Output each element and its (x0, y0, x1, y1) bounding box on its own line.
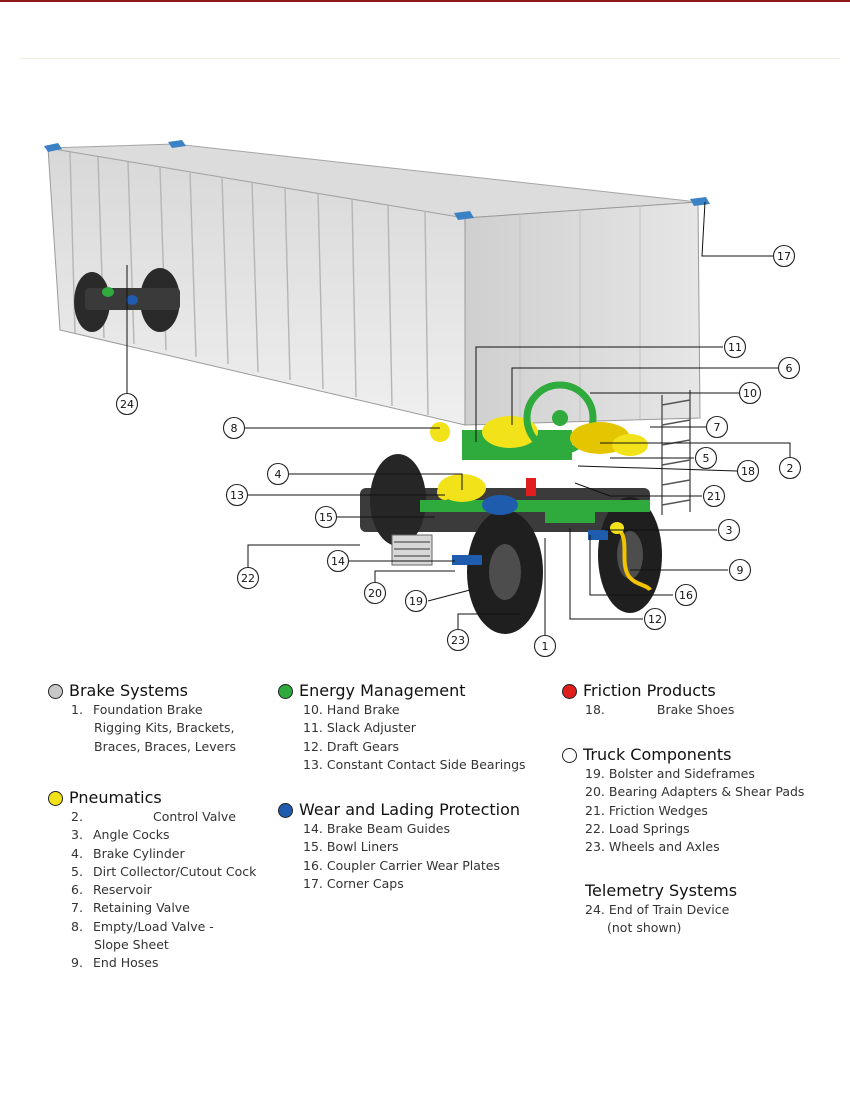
svg-text:12: 12 (648, 613, 662, 626)
legend-item-1-cont2: Braces, Braces, Levers (94, 738, 236, 754)
legend-item-12: 12. Draft Gears (303, 738, 400, 754)
callout-6 (779, 358, 800, 379)
legend-item-19: 19. Bolster and Sideframes (585, 766, 755, 781)
svg-text:19: 19 (409, 595, 423, 608)
callout-22 (238, 568, 259, 589)
legend-item-7: 7. Retaining Valve (71, 900, 190, 916)
callout-23 (448, 630, 469, 651)
legend-title-telemetry-systems: Telemetry Systems (585, 881, 738, 900)
legend-item-4: 4. Brake Cylinder (71, 845, 185, 861)
legend-item-8: 8. Empty/Load Valve - (71, 918, 214, 934)
legend-friction-products (562, 682, 734, 719)
car-body (44, 140, 710, 515)
svg-text:22: 22 (241, 572, 255, 585)
legend-item-2: 2. Control Valve (71, 809, 236, 824)
pneumatics-swatch-icon (48, 791, 63, 806)
legend-item-1-cont: Rigging Kits, Brackets, (94, 720, 235, 736)
legend-item-15: 15. Bowl Liners (303, 839, 399, 855)
callout-17 (774, 246, 795, 267)
legend-item-5: 5. Dirt Collector/Cutout Cock (71, 863, 257, 879)
callout-9 (730, 560, 751, 581)
legend-item-3: 3. Angle Cocks (71, 827, 170, 843)
legend-item-20: 20. Bearing Adapters & Shear Pads (585, 784, 805, 800)
legend-pneumatics (48, 789, 256, 973)
svg-text:7: 7 (713, 421, 721, 434)
legend-telemetry-systems (585, 882, 737, 938)
svg-text:8: 8 (230, 422, 238, 435)
legend-item-11: 11. Slack Adjuster (303, 720, 416, 736)
legend-item-1: 1. Foundation Brake (71, 702, 203, 717)
callout-5 (696, 448, 717, 469)
near-truck (360, 454, 662, 634)
callout-1 (535, 636, 556, 657)
callout-12 (645, 609, 666, 630)
svg-text:9: 9 (736, 564, 744, 577)
legend-wear-lading (278, 801, 520, 893)
callout-7 (707, 417, 728, 438)
legend-item-10: 10. Hand Brake (303, 702, 400, 717)
legend-truck-components (562, 746, 804, 856)
callout-19 (406, 591, 427, 612)
callout-21 (704, 486, 725, 507)
svg-text:6: 6 (785, 362, 793, 375)
callout-15 (316, 507, 337, 528)
wear-lading-swatch-icon (278, 803, 293, 818)
legend-title-friction-products: Friction Products (562, 682, 734, 700)
svg-text:20: 20 (368, 587, 382, 600)
callout-3 (719, 520, 740, 541)
callout-2 (780, 458, 801, 479)
callout-8 (224, 418, 245, 439)
legend-title-wear-lading: Wear and Lading Protection (278, 801, 520, 819)
callout-10 (740, 383, 761, 404)
callout-14 (328, 551, 349, 572)
truck-components-swatch-icon (562, 748, 577, 763)
svg-text:1: 1 (541, 640, 549, 653)
brake-systems-swatch-icon (48, 684, 63, 699)
svg-text:11: 11 (728, 341, 742, 354)
svg-text:10: 10 (743, 387, 757, 400)
callout-11 (725, 337, 746, 358)
callout-16 (676, 585, 697, 606)
legend-item-13: 13. Constant Contact Side Bearings (303, 756, 526, 772)
legend-item-23: 23. Wheels and Axles (585, 839, 720, 855)
svg-text:23: 23 (451, 634, 465, 647)
callout-20 (365, 583, 386, 604)
svg-text:16: 16 (679, 589, 693, 602)
legend-brake-systems (48, 682, 236, 756)
legend-item-22: 22. Load Springs (585, 820, 690, 836)
legend-item-14: 14. Brake Beam Guides (303, 821, 451, 836)
svg-text:17: 17 (777, 250, 791, 263)
legend-item-9: 9. End Hoses (71, 955, 159, 971)
svg-text:3: 3 (725, 524, 733, 537)
legend-item-6: 6. Reservoir (71, 882, 152, 898)
legend-item-18: 18. Brake Shoes (585, 702, 735, 717)
legend-title-brake-systems: Brake Systems (48, 682, 236, 700)
legend-title-pneumatics: Pneumatics (48, 789, 256, 807)
callout-4 (268, 464, 289, 485)
svg-text:13: 13 (230, 489, 244, 502)
legend-energy-management (278, 682, 526, 774)
legend-item-17: 17. Corner Caps (303, 875, 404, 891)
legend-item-24: 24. End of Train Device (585, 902, 730, 917)
svg-text:15: 15 (319, 511, 333, 524)
legend-title-energy-management: Energy Management (278, 682, 526, 700)
svg-text:21: 21 (707, 490, 721, 503)
legend-item-24-cont: (not shown) (607, 920, 682, 936)
energy-management-swatch-icon (278, 684, 293, 699)
callout-24 (117, 394, 138, 415)
svg-text:4: 4 (274, 468, 282, 481)
legend-item-21: 21. Friction Wedges (585, 802, 708, 818)
callout-13 (227, 485, 248, 506)
svg-text:14: 14 (331, 555, 345, 568)
svg-text:5: 5 (702, 452, 710, 465)
legend-title-truck-components: Truck Components (562, 746, 804, 764)
friction-products-swatch-icon (562, 684, 577, 699)
svg-text:24: 24 (120, 398, 134, 411)
legend-item-16: 16. Coupler Carrier Wear Plates (303, 857, 500, 873)
callout-18 (738, 461, 759, 482)
svg-text:2: 2 (786, 462, 794, 475)
legend-item-8-cont: Slope Sheet (94, 937, 169, 953)
svg-text:18: 18 (741, 465, 755, 478)
